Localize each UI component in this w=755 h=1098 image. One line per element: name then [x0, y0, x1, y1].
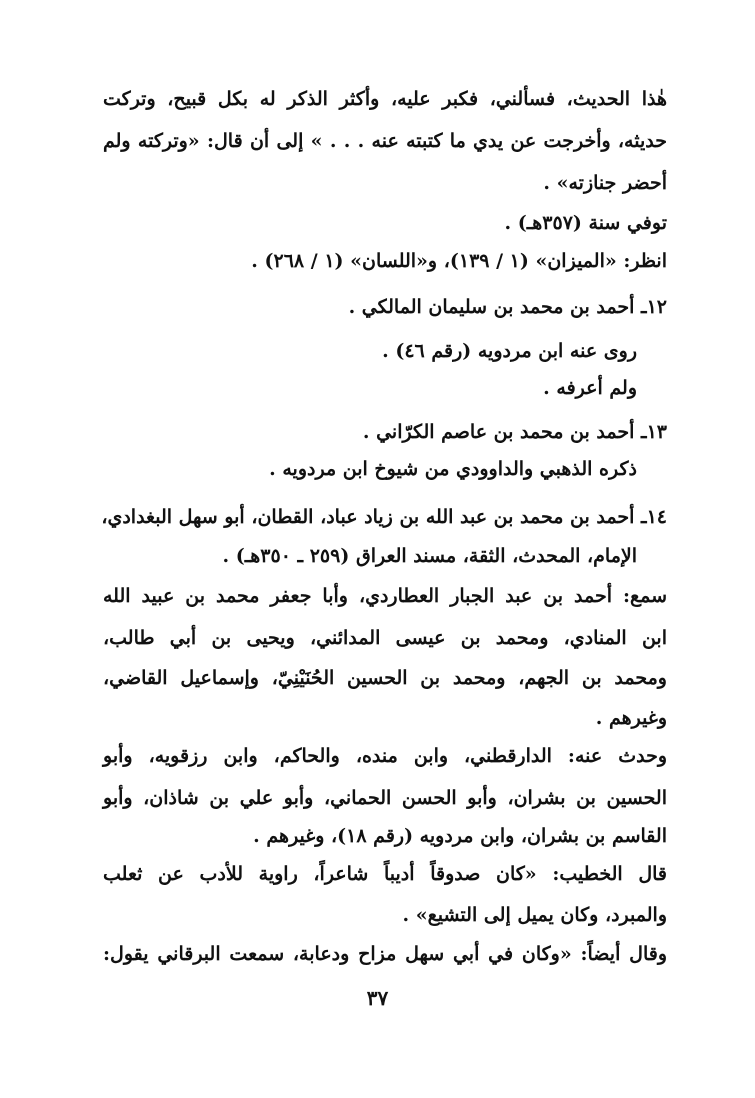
text-line: ولم أعرفه .: [543, 377, 637, 399]
text-line: وغيرهم .: [595, 707, 667, 729]
text-line: روى عنه ابن مردويه (رقم ٤٦) .: [382, 340, 637, 362]
text-line: ذكره الذهبي والداوودي من شيوخ ابن مردويه .: [269, 458, 637, 480]
entry-heading-12: ١٢ـ أحمد بن محمد بن سليمان المالكي .: [348, 296, 667, 318]
entry-heading-14: ١٤ـ أحمد بن محمد بن عبد الله بن زياد عباد، القطان، أبو سهل البغدادي،: [101, 506, 667, 528]
text-line: وحدث عنه: الدارقطني، وابن منده، والحاكم، وابن رزقويه، وأبو: [103, 745, 667, 767]
text-line: حديثه، وأخرجت عن يدي ما كتبته عنه . . . » إلى أن قال: «وتركته ولم: [103, 130, 667, 152]
text-line: أحضر جنازته» .: [543, 172, 667, 194]
text-line: سمع: أحمد بن عبد الجبار العطاردي، وأبا جعفر محمد بن عبيد الله: [103, 585, 667, 607]
text-line: الإمام، المحدث، الثقة، مسند العراق (٢٥٩ ـ ٣٥٠هـ) .: [222, 545, 637, 567]
text-line: ابن المنادي، ومحمد بن عيسى المدائني، ويحيى بن أبي طالب،: [103, 627, 667, 649]
text-line: وقال أيضاً: «وكان في أبي سهل مزاح ودعابة، سمعت البرقاني يقول:: [103, 943, 667, 965]
text-line: قال الخطيب: «كان صدوقاً أديباً شاعراً، راوية للأدب عن ثعلب: [103, 863, 667, 885]
entry-heading-13: ١٣ـ أحمد بن محمد بن عاصم الكرّاني .: [362, 421, 667, 443]
page-number: ٣٧: [366, 986, 389, 1010]
text-line: والمبرد، وكان يميل إلى التشيع» .: [402, 904, 667, 926]
text-line: هٰذا الحديث، فسألني، فكبر عليه، وأكثر الذكر له بكل قبيح، وتركت: [103, 88, 667, 110]
text-line: انظر: «الميزان» (١ / ١٣٩)، و«اللسان» (١ / ٢٦٨) .: [251, 250, 667, 272]
text-line: القاسم بن بشران، وابن مردويه (رقم ١٨)، وغيرهم .: [253, 825, 667, 847]
text-line: ومحمد بن الجهم، ومحمد بن الحسين الحُنَيْنِيّ، وإسماعيل القاضي،: [103, 667, 667, 689]
text-line: الحسين بن بشران، وأبو الحسن الحماني، وأبو علي بن شاذان، وأبو: [103, 787, 667, 809]
text-line: توفي سنة (٣٥٧هـ) .: [504, 212, 667, 234]
